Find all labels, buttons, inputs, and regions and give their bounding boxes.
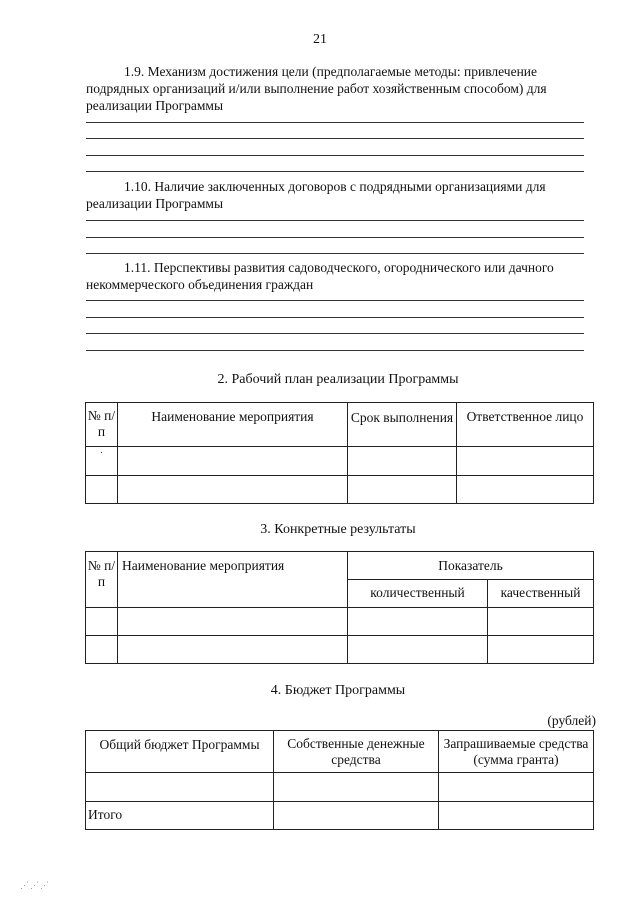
section-1-9-line-3: реализации Программы: [86, 98, 224, 113]
col-requested-funds-header: Запрашиваемые средства (сумма гранта): [439, 731, 594, 773]
results-heading: 3. Конкретные результаты: [260, 522, 416, 537]
blank-line: [86, 317, 584, 318]
budget-unit: (рублей): [547, 713, 596, 728]
table-cell: [274, 773, 439, 802]
table-cell: [348, 447, 457, 476]
page-number: 21: [313, 32, 327, 47]
table-cell: [118, 636, 348, 664]
table-cell: [457, 447, 594, 476]
section-1-9-line-1: 1.9. Механизм достижения цели (предполагаемые методы: привлечение: [124, 64, 538, 79]
section-1-9-text: [86, 63, 592, 114]
blank-line: [86, 237, 584, 238]
table-cell: [274, 802, 439, 830]
table-cell: [118, 476, 348, 504]
table-cell: [457, 476, 594, 504]
work-plan-header-row: [86, 403, 594, 447]
table-cell: [348, 476, 457, 504]
col-deadline-header: Срок выполнения: [348, 403, 457, 447]
results-table: [85, 551, 594, 664]
section-1-10-text: [86, 178, 592, 212]
budget-table: [85, 730, 594, 830]
budget-header-row: [86, 731, 594, 773]
table-row: [86, 636, 594, 664]
table-row: [86, 608, 594, 636]
table-cell: [86, 636, 118, 664]
col-activity-header: Наименование мероприятия: [118, 403, 348, 447]
total-label: Итого: [86, 802, 274, 830]
table-cell: ·: [86, 447, 118, 476]
section-1-10-line-2: реализации Программы: [86, 196, 224, 211]
table-cell: [348, 608, 488, 636]
blank-line: [86, 171, 584, 172]
table-row: [86, 447, 594, 476]
blank-line: [86, 300, 584, 301]
col-own-funds-header: Собственные денежные средства: [274, 731, 439, 773]
table-cell: [118, 608, 348, 636]
col-activity-header: Наименование мероприятия: [118, 552, 348, 608]
table-row: [86, 476, 594, 504]
section-1-11-line-2: некоммерческого объединения граждан: [86, 277, 314, 292]
blank-line: [86, 253, 584, 254]
work-plan-table: [85, 402, 594, 504]
table-cell: [86, 476, 118, 504]
col-responsible-header: Ответственное лицо: [457, 403, 594, 447]
table-cell: [488, 636, 594, 664]
table-cell: [439, 773, 594, 802]
budget-total-row: [86, 802, 594, 830]
section-1-9-line-2: подрядных организаций и/или выполнение работ хозяйственным способом) для: [86, 81, 547, 96]
blank-line: [86, 155, 584, 156]
blank-line: [86, 333, 584, 334]
blank-line: [86, 138, 584, 139]
section-1-11-line-1: 1.11. Перспективы развития садоводческого, огороднического или дачного: [124, 260, 554, 275]
table-cell: [86, 773, 274, 802]
col-number-header: № п/п: [86, 403, 118, 447]
scan-mark: ⋰⋰⋰: [20, 880, 50, 890]
col-total-budget-header: Общий бюджет Программы: [86, 731, 274, 773]
blank-line: [86, 122, 584, 123]
col-number-header: № п/п: [86, 552, 118, 608]
table-cell: [348, 636, 488, 664]
table-row: [86, 773, 594, 802]
budget-heading: 4. Бюджет Программы: [270, 683, 406, 698]
section-1-11-text: [86, 259, 592, 293]
col-quantitative-header: количественный: [348, 580, 488, 608]
table-cell: [488, 608, 594, 636]
table-cell: [439, 802, 594, 830]
blank-line: [86, 350, 584, 351]
work-plan-heading: 2. Рабочий план реализации Программы: [217, 372, 459, 387]
table-cell: [118, 447, 348, 476]
col-qualitative-header: качественный: [488, 580, 594, 608]
table-cell: [86, 608, 118, 636]
section-1-10-line-1: 1.10. Наличие заключенных договоров с подрядными организациями для: [124, 179, 546, 194]
results-header-row: [86, 552, 594, 580]
blank-line: [86, 220, 584, 221]
col-indicator-header: Показатель: [348, 552, 594, 580]
